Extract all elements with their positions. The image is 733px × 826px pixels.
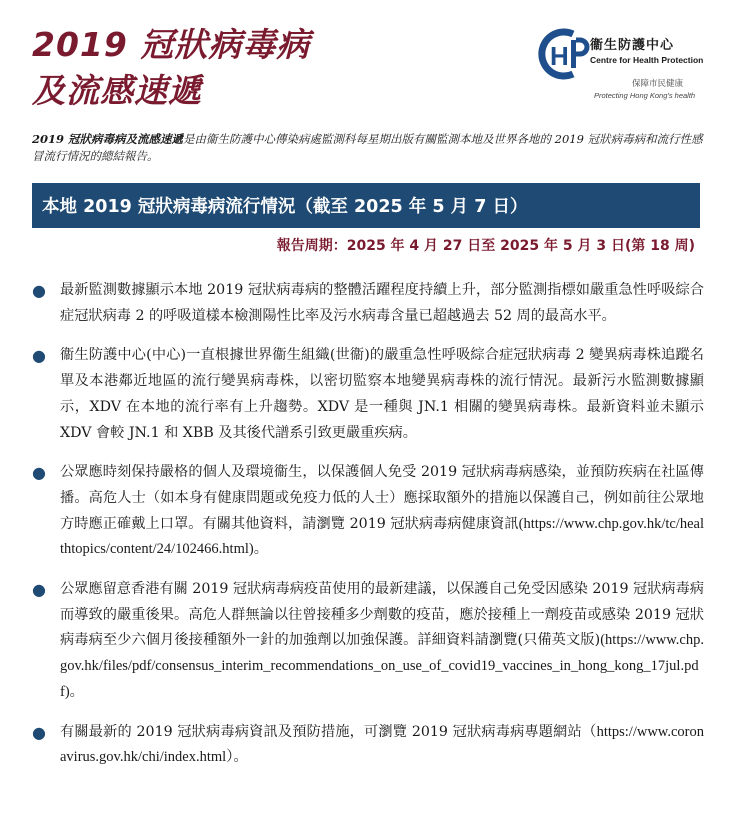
bullet-icon: ● [32, 346, 46, 366]
bullet-body: 有關最新的 2019 冠狀病毒病資訊及預防措施，可瀏覽 2019 冠狀病毒病專題網站 [60, 723, 582, 740]
report-period: 報告周期：2025 年 4 月 27 日至 2025 年 5 月 3 日(第 18 周) [276, 238, 695, 254]
section-heading: 本地 2019 冠狀病毒病流行情況（截至 2025 年 5 月 7 日） [42, 197, 528, 217]
logo-tagline-zh: 保障市民健康 [632, 79, 684, 89]
logo-name-en: Centre for Health Protection [590, 55, 704, 65]
intro-text: 是由衞生防護中心傳染病處監測科每星期出版有關監測本地及世界各地的 2019 冠狀病毒病和流行性感冒流行情況的總結報告。 [32, 132, 703, 163]
bullet-list [32, 278, 704, 771]
bullet-text: 最新監測數據顯示本地 2019 冠狀病毒病的整體活躍程度持續上升，部分監測指標如嚴重急性呼吸綜合症冠狀病毒 2 的呼吸道樣本檢測陽性比率及污水病毒含量已超越過去 52 周的最高水平。 [60, 282, 704, 324]
bullet-icon: ● [32, 281, 46, 300]
list-item [32, 460, 704, 563]
logo-tagline-en: Protecting Hong Kong's health [594, 91, 696, 100]
logo-name-zh: 衞生防護中心 [590, 38, 675, 53]
section-heading-banner [32, 183, 700, 228]
bullet-body: 公眾應時刻保持嚴格的個人及環境衞生，以保護個人免受 2019 冠狀病毒病感染，並預防疾病在社區傳播。高危人士（如本身有健康問題或免疫力低的人士）應採取額外的措施以保護自己，例如前往公眾地方時應正確戴上口罩。有關其他資料，請瀏覽 2019 冠狀病毒病健康資訊 [60, 464, 704, 532]
health-info-link[interactable]: (https://www.chp.gov.hk/tc/healthtopics/content/24/102466.html) [60, 515, 704, 558]
bullet-text [60, 460, 704, 563]
bullet-icon: ● [32, 463, 46, 483]
page-title-line-1: 2019 冠狀病毒病 [32, 25, 311, 64]
bullet-text [60, 720, 704, 771]
bullet-icon: ● [32, 580, 46, 600]
bullet-tail: 。 [253, 541, 268, 558]
bullet-text: 衞生防護中心(中心)一直根據世界衞生組織(世衞)的嚴重急性呼吸綜合症冠狀病毒 2 變異病毒株追蹤名單及本港鄰近地區的流行變異病毒株，以密切監察本地變異病毒株的流行情況。最新污水監測數據顯示，XDV 在本地的流行率有上升趨勢。XDV 是一種與 JN.1 相關的變異病毒株。最新資料並未顯示 XDV 會較 JN.1 和 XBB 及其後代譜系引致更嚴重疾病。 [60, 347, 704, 441]
intro-lead: 2019 冠狀病毒病及流感速遞 [32, 132, 184, 146]
list-item [32, 278, 704, 329]
bullet-icon: ● [32, 722, 46, 742]
coronavirus-website-link[interactable]: （https://www.coronavirus.gov.hk/chi/index.html） [60, 723, 704, 766]
bullet-tail: 。 [69, 683, 84, 700]
list-item [32, 720, 704, 771]
vaccine-recommendations-link[interactable]: (https://www.chp.gov.hk/files/pdf/consensus_interim_recommendations_on_use_of_covid19_vaccines_in_hong_kong_17jul.pdf) [60, 632, 704, 700]
page-title [32, 22, 310, 114]
page-title-line-2: 及流感速遞 [32, 71, 202, 110]
intro-paragraph [32, 131, 704, 165]
chp-logo-icon [533, 24, 593, 84]
bullet-text [60, 577, 704, 706]
list-item [32, 343, 704, 446]
bullet-body: 公眾應留意香港有關 2019 冠狀病毒病疫苗使用的最新建議，以保護自己免受因感染 2019 冠狀病毒病而導致的嚴重後果。高危人群無論以往曾接種多少劑數的疫苗，應於接種上一劑疫苗或感染 2019 冠狀病毒病至少六個月後接種額外一針的加強劑以加強保護。詳細資料請瀏覽(只備英文版) [60, 581, 704, 649]
list-item [32, 577, 704, 706]
bullet-tail: 。 [233, 749, 248, 766]
svg-text:H: H [550, 41, 569, 71]
chp-logo[interactable] [533, 24, 713, 104]
